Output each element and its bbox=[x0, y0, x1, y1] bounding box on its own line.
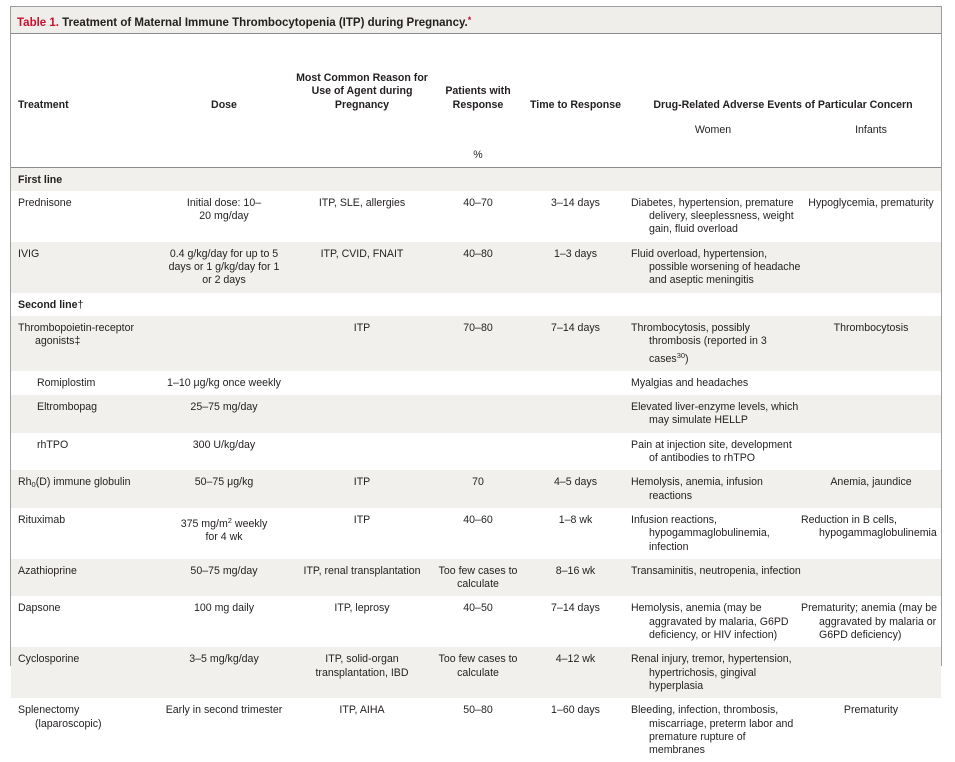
women-ae-cell: Pain at injection site, development of antibodies to rhTPO bbox=[631, 438, 792, 465]
table-frame bbox=[10, 6, 942, 757]
dose-cell: 25–75 mg/day bbox=[154, 395, 294, 433]
infants-ae-cell bbox=[801, 395, 941, 433]
treatment-cell: $Rh_0(D)$ immune globulin bbox=[11, 470, 154, 508]
treatment-cell: Prednisone bbox=[18, 196, 72, 209]
infants-ae-cell bbox=[801, 559, 941, 597]
infants-ae-cell: Hypoglycemia, prematurity bbox=[808, 196, 934, 209]
patients-cell: 40–50 bbox=[463, 602, 493, 615]
time-cell: 1–3 days bbox=[526, 242, 625, 293]
table-row bbox=[11, 559, 941, 597]
patients-cell: 70 bbox=[430, 470, 526, 508]
reason-cell: ITP, solid-organ transplantation, IBD bbox=[294, 647, 430, 698]
dose-cell: 3–5 mg/kg/day bbox=[154, 647, 294, 698]
infants-ae-cell bbox=[801, 371, 941, 395]
reason-cell: ITP, CVID, FNAIT bbox=[294, 242, 430, 293]
table-row bbox=[11, 371, 941, 395]
header-dose: Dose bbox=[211, 98, 237, 111]
treatment-cell: Dapsone bbox=[18, 602, 61, 615]
patients-cell bbox=[430, 371, 526, 395]
table-row bbox=[11, 433, 941, 471]
table-row bbox=[11, 191, 941, 242]
women-ae-cell: Myalgias and headaches bbox=[631, 376, 749, 389]
dose-cell: 50–75 mg/day bbox=[154, 559, 294, 597]
reason-cell: ITP, AIHA bbox=[339, 704, 385, 717]
header-treatment: Treatment bbox=[18, 98, 69, 111]
section-label: Second line† bbox=[18, 298, 84, 311]
reason-cell bbox=[294, 371, 430, 395]
women-ae-cell: Thrombocytosis, possibly thrombosis (reported in 3 cases$^{30}$) bbox=[625, 316, 801, 371]
reason-cell: ITP bbox=[353, 513, 371, 526]
patients-cell: 70–80 bbox=[430, 316, 526, 371]
patients-cell bbox=[430, 433, 526, 471]
reason-cell: ITP, renal transplantation bbox=[294, 559, 430, 597]
reason-cell bbox=[294, 395, 430, 433]
section-label: First line bbox=[11, 167, 941, 191]
time-cell: 8–16 wk bbox=[526, 559, 625, 597]
header-row bbox=[11, 34, 941, 118]
dose-cell: 300 U/kg/day bbox=[192, 438, 256, 451]
women-ae-cell: Elevated liver-enzyme levels, which may simulate HELLP bbox=[625, 395, 801, 433]
header-reason: Most Common Reason for Use of Agent during Pregnancy bbox=[296, 72, 428, 111]
treatment-cell: Rituximab bbox=[18, 513, 66, 526]
section-second-line bbox=[11, 293, 941, 316]
infants-ae-cell: Thrombocytosis bbox=[801, 316, 941, 371]
treatment-cell: Thrombopoietin-receptor agonists‡ bbox=[11, 316, 154, 371]
time-cell: 4–5 days bbox=[526, 470, 625, 508]
reason-cell bbox=[294, 433, 430, 471]
itp-treatment-table bbox=[11, 34, 941, 762]
patients-cell: Too few cases to calculate bbox=[430, 559, 526, 597]
patients-cell bbox=[430, 395, 526, 433]
header-time: Time to Response bbox=[529, 98, 622, 111]
infants-ae-cell: Prematurity; anemia (may be aggravated by malaria or G6PD deficiency) bbox=[801, 602, 938, 642]
treatment-cell: Romiplostim bbox=[37, 376, 96, 389]
treatment-cell: IVIG bbox=[11, 242, 154, 293]
women-ae-cell: Fluid overload, hypertension, possible worsening of headache and aseptic meningitis bbox=[625, 242, 801, 293]
women-ae-cell: Diabetes, hypertension, premature delivery, sleeplessness, weight gain, fluid overload bbox=[631, 196, 794, 236]
reason-cell: ITP, leprosy bbox=[334, 602, 390, 615]
reason-cell: ITP bbox=[294, 470, 430, 508]
time-cell bbox=[526, 433, 625, 471]
dose-cell bbox=[154, 316, 294, 371]
header-patients: Patients with Response bbox=[445, 85, 511, 111]
women-ae-cell: Hemolysis, anemia, infusion reactions bbox=[625, 470, 801, 508]
dose-cell: 50–75 μg/kg bbox=[154, 470, 294, 508]
dose-cell: 0.4 g/kg/day for up to 5 days or 1 g/kg/day for 1 or 2 days bbox=[154, 242, 294, 293]
dose-cell: 375 $mg/m^2$ weekly for 4 wk bbox=[180, 515, 268, 544]
table-title-bar bbox=[11, 7, 941, 34]
header-adverse-events: Drug-Related Adverse Events of Particular Concern bbox=[653, 98, 913, 111]
treatment-cell: Eltrombopag bbox=[11, 395, 154, 433]
patients-cell: 40–60 bbox=[463, 513, 493, 526]
units-row bbox=[11, 139, 941, 167]
dose-cell: 100 mg daily bbox=[193, 602, 255, 615]
infants-ae-cell: Anemia, jaundice bbox=[801, 470, 941, 508]
time-cell: 3–14 days bbox=[551, 196, 600, 209]
treatment-cell: Azathioprine bbox=[11, 559, 154, 597]
dose-cell: Initial dose: 10–20 mg/day bbox=[186, 196, 262, 223]
treatment-cell: Splenectomy (laparoscopic) bbox=[18, 704, 102, 730]
time-cell: 1–60 days bbox=[551, 704, 600, 717]
table-row bbox=[11, 242, 941, 293]
reason-cell: ITP bbox=[294, 316, 430, 371]
header-infants: Infants bbox=[855, 124, 887, 136]
table-row bbox=[11, 470, 941, 508]
section-first-line bbox=[11, 167, 941, 191]
table-row bbox=[11, 316, 941, 371]
time-cell: 1–8 wk bbox=[558, 513, 593, 526]
time-cell: 4–12 wk bbox=[526, 647, 625, 698]
infants-ae-cell bbox=[801, 242, 941, 293]
time-cell: 7–14 days bbox=[526, 316, 625, 371]
women-ae-cell: Transaminitis, neutropenia, infection bbox=[625, 559, 801, 597]
time-cell bbox=[526, 395, 625, 433]
women-ae-cell: Infusion reactions, hypogammaglobulinemia, infection bbox=[631, 513, 770, 553]
table-number: Table 1. bbox=[17, 17, 59, 29]
treatment-cell: rhTPO bbox=[37, 438, 69, 451]
title-footnote-mark: * bbox=[467, 15, 472, 25]
time-cell: 7–14 days bbox=[551, 602, 600, 615]
infants-ae-cell bbox=[801, 433, 941, 471]
table-title: Treatment of Maternal Immune Thrombocytopenia (ITP) during Pregnancy. bbox=[62, 17, 468, 29]
patients-cell: Too few cases to calculate bbox=[430, 647, 526, 698]
women-ae-cell: Renal injury, tremor, hypertension, hypertrichosis, gingival hyperplasia bbox=[625, 647, 801, 698]
percent-unit: % bbox=[430, 139, 526, 167]
treatment-cell: Cyclosporine bbox=[11, 647, 154, 698]
women-ae-cell: Bleeding, infection, thrombosis, miscarriage, preterm labor and premature rupture of membranes bbox=[631, 704, 794, 757]
dose-cell: Early in second trimester bbox=[165, 704, 283, 717]
patients-cell: 40–70 bbox=[463, 196, 493, 209]
reason-cell: ITP, SLE, allergies bbox=[318, 196, 406, 209]
time-cell bbox=[526, 371, 625, 395]
patients-cell: 40–80 bbox=[430, 242, 526, 293]
infants-ae-cell: Reduction in B cells, hypogammaglobulinemia bbox=[801, 513, 937, 540]
table-row bbox=[11, 698, 941, 762]
subheader-row bbox=[11, 118, 941, 139]
header-women: Women bbox=[694, 124, 732, 136]
table-row bbox=[11, 508, 941, 559]
dose-cell: 1–10 μg/kg once weekly bbox=[167, 376, 281, 389]
infants-ae-cell: Prematurity bbox=[843, 704, 899, 717]
table-row bbox=[11, 395, 941, 433]
table-row bbox=[11, 596, 941, 647]
patients-cell: 50–80 bbox=[463, 704, 493, 717]
women-ae-cell: Hemolysis, anemia (may be aggravated by malaria, G6PD deficiency, or HIV infection) bbox=[631, 602, 789, 642]
